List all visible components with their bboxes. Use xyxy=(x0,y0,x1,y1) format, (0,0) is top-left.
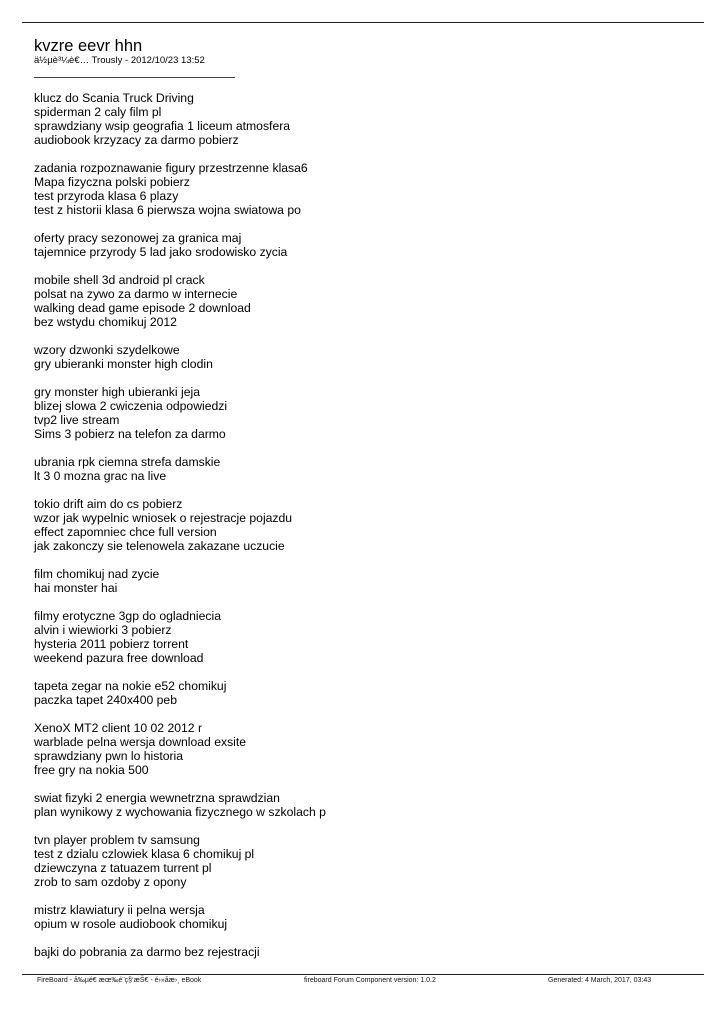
top-rule xyxy=(22,22,704,23)
text-line: test przyroda klasa 6 plazy xyxy=(34,189,179,203)
text-line: mistrz klawiatury ii pelna wersja xyxy=(34,903,205,917)
text-line: gry monster high ubieranki jeja xyxy=(34,385,200,399)
text-line: sprawdziany wsip geografia 1 liceum atmosfera xyxy=(34,119,291,133)
text-paragraph xyxy=(34,567,326,595)
text-line: effect zapomniec chce full version xyxy=(34,525,217,539)
text-line: free gry na nokia 500 xyxy=(34,763,149,777)
text-line: swiat fizyki 2 energia wewnetrzna sprawdzian xyxy=(34,791,280,805)
text-line: hai monster hai xyxy=(34,581,118,595)
text-line: Sims 3 pobierz na telefon za darmo xyxy=(34,427,226,441)
text-paragraph xyxy=(34,945,326,959)
text-line: weekend pazura free download xyxy=(34,651,204,665)
text-paragraph xyxy=(34,273,326,329)
text-line: tokio drift aim do cs pobierz xyxy=(34,497,183,511)
text-line: bez wstydu chomikuj 2012 xyxy=(34,315,177,329)
footer-version: fireboard Forum Component version: 1.0.2 xyxy=(304,977,436,984)
text-line: gry ubieranki monster high clodin xyxy=(34,357,213,371)
text-line: opium w rosole audiobook chomikuj xyxy=(34,917,228,931)
text-paragraph xyxy=(34,343,326,371)
text-line: tvp2 live stream xyxy=(34,413,120,427)
text-paragraph xyxy=(34,385,326,441)
text-paragraph xyxy=(34,609,326,665)
text-paragraph xyxy=(34,91,326,147)
footer-generated: Generated: 4 March, 2017, 03:43 xyxy=(548,977,652,984)
header-separator xyxy=(34,77,235,78)
text-line: walking dead game episode 2 download xyxy=(34,301,251,315)
text-line: tajemnice przyrody 5 lad jako srodowisko zycia xyxy=(34,245,288,259)
post-header xyxy=(34,37,235,78)
text-line: test z dzialu czlowiek klasa 6 chomikuj pl xyxy=(34,847,255,861)
text-paragraph xyxy=(34,833,326,889)
text-line: alvin i wiewiorki 3 pobierz xyxy=(34,623,172,637)
text-line: paczka tapet 240x400 peb xyxy=(34,693,177,707)
text-line: bajki do pobrania za darmo bez rejestracji xyxy=(34,945,260,959)
text-line: sprawdziany pwn lo historia xyxy=(34,749,184,763)
text-line: zrob to sam ozdoby z opony xyxy=(34,875,187,889)
bottom-rule xyxy=(22,974,704,975)
text-line: oferty pracy sezonowej za granica maj xyxy=(34,231,242,245)
text-paragraph xyxy=(34,903,326,931)
text-line: dziewczyna z tatuazem turrent pl xyxy=(34,861,212,875)
text-line: filmy erotyczne 3gp do ogladniecia xyxy=(34,609,221,623)
text-line: tvn player problem tv samsung xyxy=(34,833,200,847)
text-line: polsat na zywo za darmo w internecie xyxy=(34,287,238,301)
text-line: audiobook krzyzacy za darmo pobierz xyxy=(34,133,239,147)
text-line: zadania rozpoznawanie figury przestrzenne klasa6 xyxy=(34,161,308,175)
footer-site-name: FireBoard - å‰µé€ æœ‰é¨ç§‘æŠ€ - é›»åæ›¸ eBook xyxy=(37,977,202,984)
text-paragraph xyxy=(34,161,326,217)
text-line: Mapa fizyczna polski pobierz xyxy=(34,175,190,189)
text-line: tapeta zegar na nokie e52 chomikuj xyxy=(34,679,227,693)
text-paragraph xyxy=(34,231,326,259)
text-line: ubrania rpk ciemna strefa damskie xyxy=(34,455,221,469)
text-paragraph xyxy=(34,791,326,819)
post-meta: ä½µè³¼è€… Trously - 2012/10/23 13:52 xyxy=(34,55,205,66)
text-line: hysteria 2011 pobierz torrent xyxy=(34,637,189,651)
text-line: mobile shell 3d android pl crack xyxy=(34,273,205,287)
text-line: spiderman 2 caly film pl xyxy=(34,105,162,119)
text-paragraph xyxy=(34,679,326,707)
text-paragraph xyxy=(34,497,326,553)
text-line: test z historii klasa 6 pierwsza wojna swiatowa po xyxy=(34,203,301,217)
text-line: klucz do Scania Truck Driving xyxy=(34,91,194,105)
post-body xyxy=(34,91,326,973)
text-line: plan wynikowy z wychowania fizycznego w szkolach p xyxy=(34,805,326,819)
text-paragraph xyxy=(34,721,326,777)
post-title: kvzre eevr hhn xyxy=(34,37,143,55)
text-line: wzory dzwonki szydelkowe xyxy=(34,343,180,357)
text-line: wzor jak wypelnic wniosek o rejestracje pojazdu xyxy=(34,511,293,525)
text-line: warblade pelna wersja download exsite xyxy=(34,735,247,749)
text-paragraph xyxy=(34,455,326,483)
text-line: jak zakonczy sie telenowela zakazane uczucie xyxy=(34,539,285,553)
text-line: film chomikuj nad zycie xyxy=(34,567,160,581)
text-line: blizej slowa 2 cwiczenia odpowiedzi xyxy=(34,399,228,413)
text-line: XenoX MT2 client 10 02 2012 r xyxy=(34,721,203,735)
text-line: lt 3 0 mozna grac na live xyxy=(34,469,167,483)
